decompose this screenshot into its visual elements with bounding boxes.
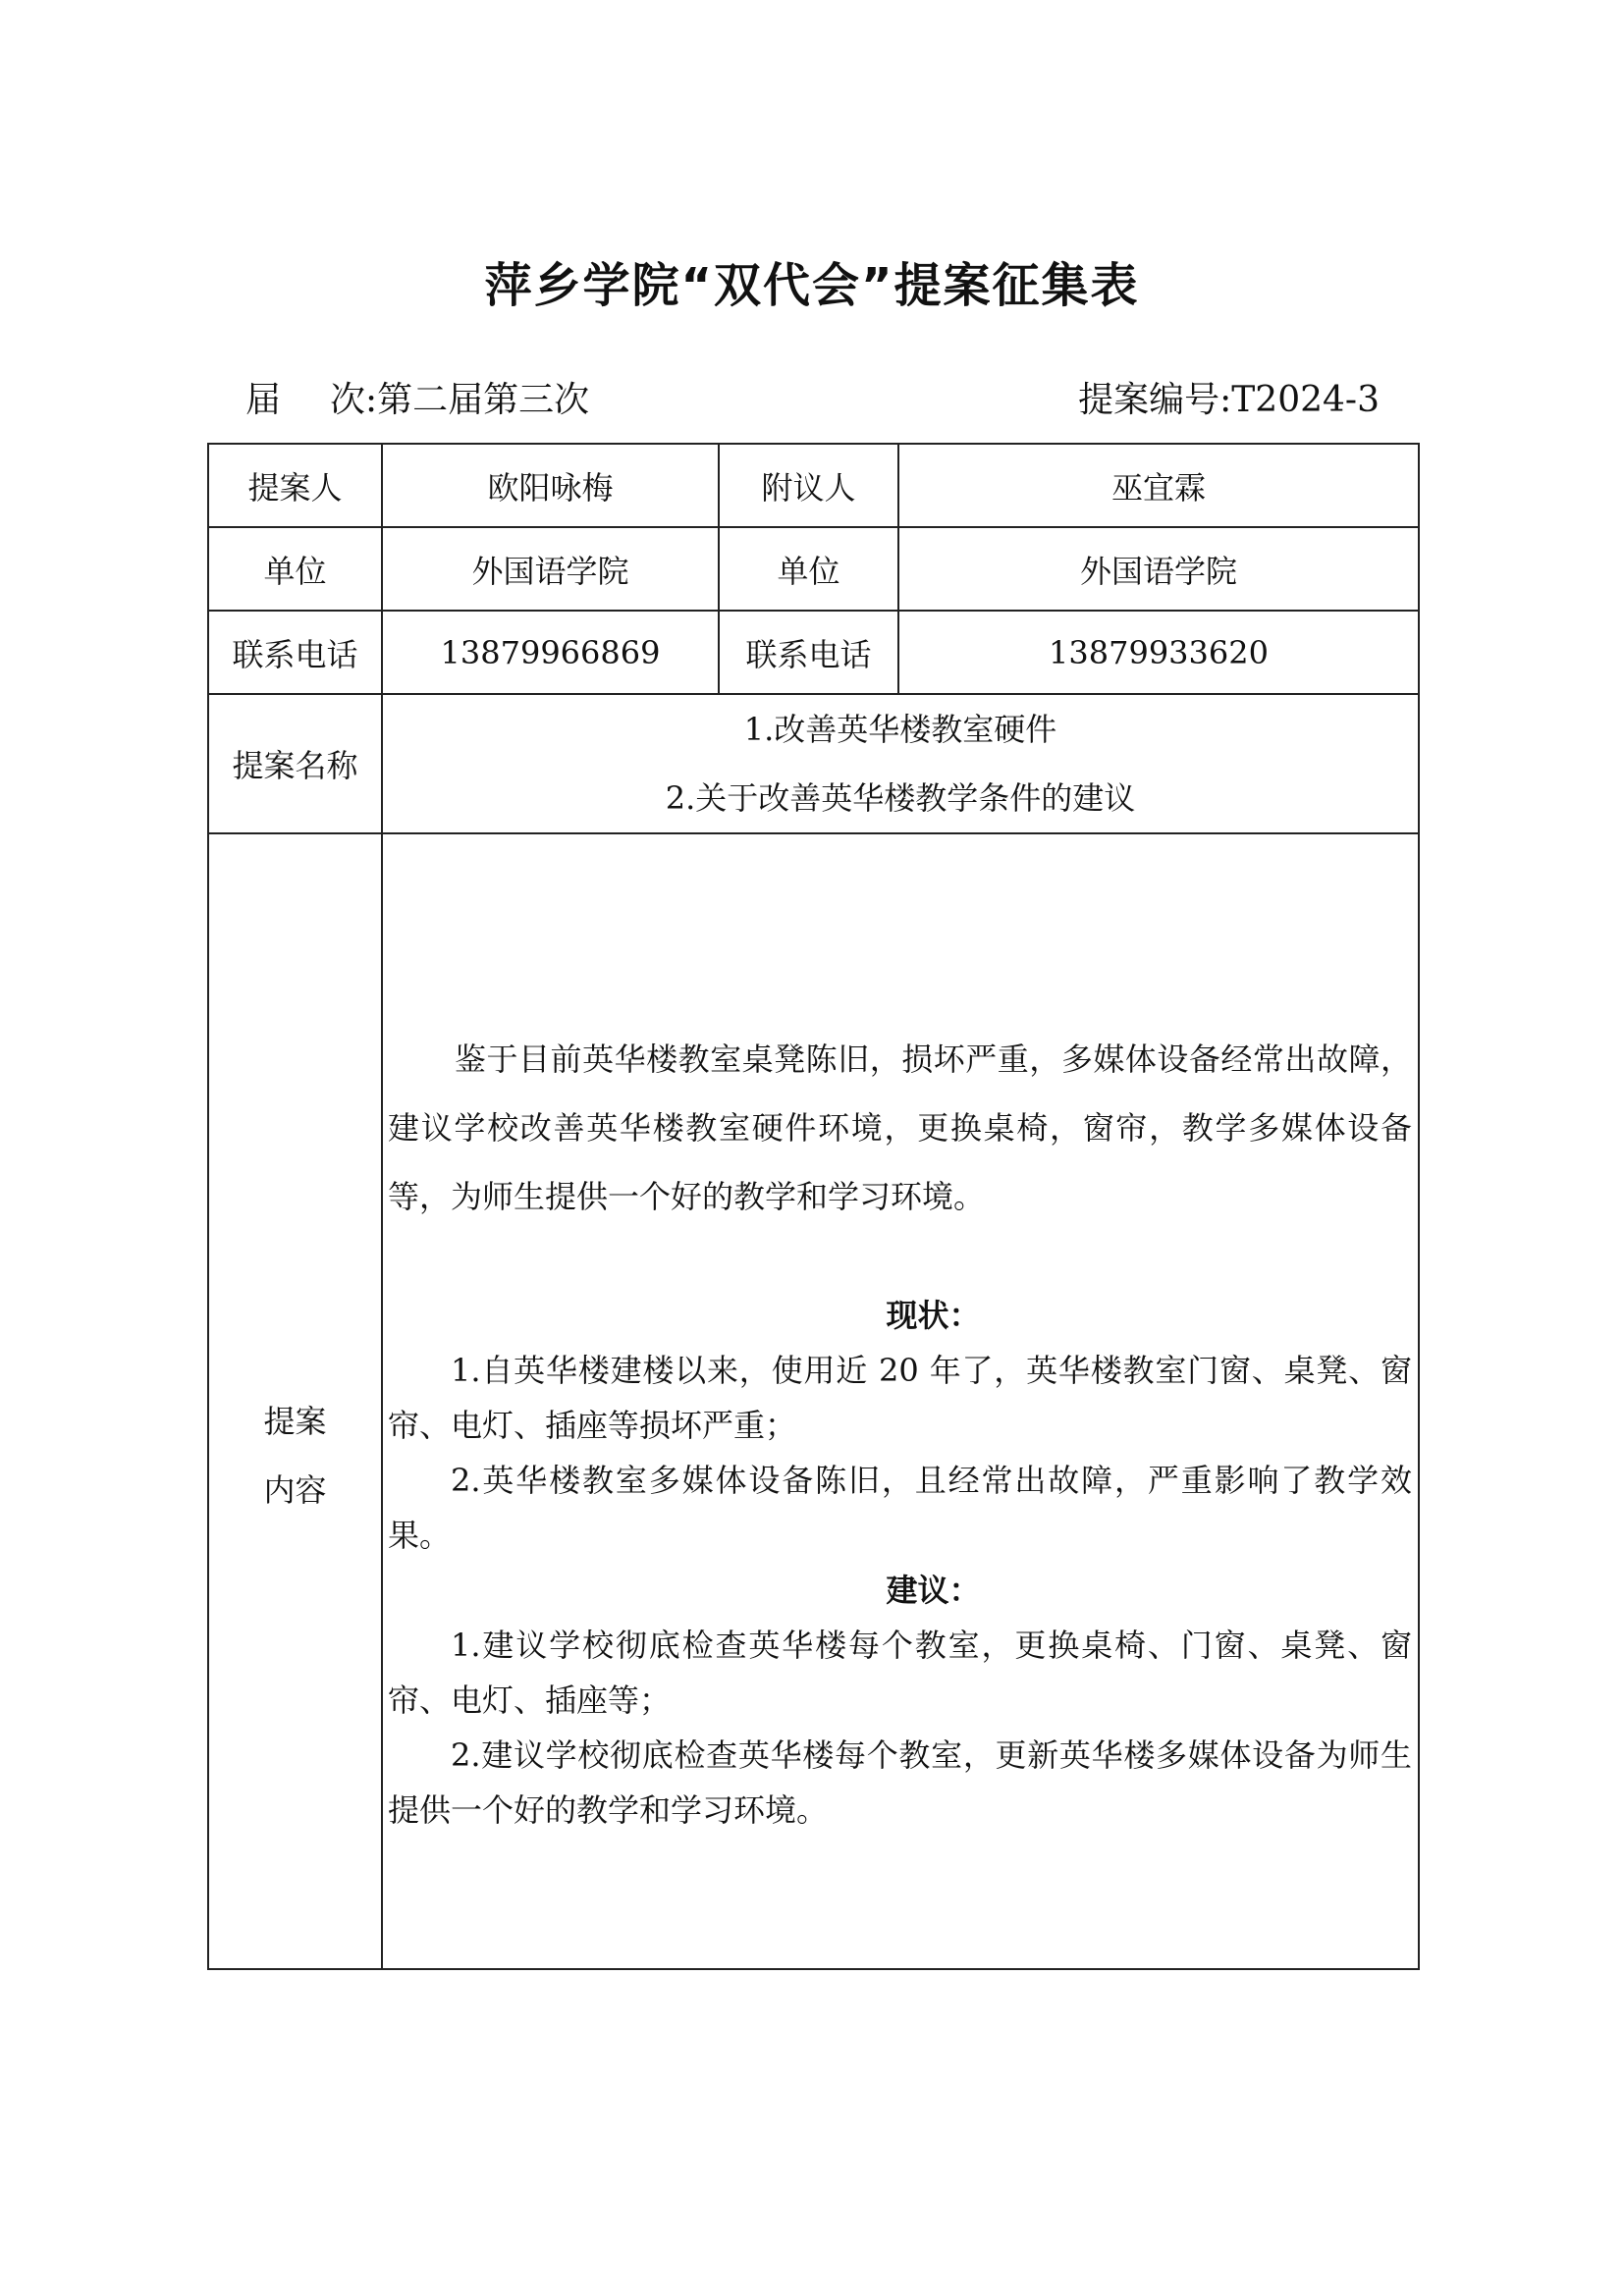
seconder-unit-label: 单位 <box>719 527 898 611</box>
table-row <box>208 611 1419 694</box>
suggestion-item: 1.建议学校彻底检查英华楼每个教室，更换桌椅、门窗、桌凳、窗帘、电灯、插座等； <box>388 1626 1412 1719</box>
proposer-value: 欧阳咏梅 <box>382 444 719 527</box>
seconder-label: 附议人 <box>719 444 898 527</box>
seconder-unit-value: 外国语学院 <box>898 527 1419 611</box>
phone-value: 13879966869 <box>382 611 719 694</box>
proposal-number <box>1078 376 1380 425</box>
table-row <box>208 694 1419 833</box>
proposal-number-label: 提案编号: <box>1078 380 1232 420</box>
seconder-phone-label: 联系电话 <box>719 611 898 694</box>
seconder-phone-value: 13879933620 <box>898 611 1419 694</box>
proposal-name-list <box>382 694 1419 833</box>
unit-label: 单位 <box>208 527 382 611</box>
suggestion-heading: 建议： <box>886 1571 981 1609</box>
proposal-name-item: 2.关于改善英华楼教学条件的建议 <box>665 779 1136 817</box>
session-value: 第二届第三次 <box>377 380 590 420</box>
status-item: 2.英华楼教室多媒体设备陈旧，且经常出故障，严重影响了教学效果。 <box>388 1461 1412 1554</box>
session-info <box>245 376 589 425</box>
status-item: 1.自英华楼建楼以来，使用近 20 年了，英华楼教室门窗、桌凳、窗帘、电灯、插座等损坏严重； <box>388 1351 1412 1444</box>
proposal-name-label: 提案名称 <box>208 694 382 833</box>
session-label-a: 届 <box>245 380 282 420</box>
phone-label: 联系电话 <box>208 611 382 694</box>
proposal-name-item: 1.改善英华楼教室硬件 <box>743 711 1057 748</box>
intro-paragraph: 鉴于目前英华楼教室桌凳陈旧，损坏严重，多媒体设备经常出故障，建议学校改善英华楼教室硬件环境，更换桌椅，窗帘，教学多媒体设备等，为师生提供一个好的教学和学习环境。 <box>388 1040 1412 1215</box>
proposal-content-label <box>208 833 382 1969</box>
content-label-line: 提案 <box>263 1402 327 1440</box>
table-row <box>208 527 1419 611</box>
unit-value: 外国语学院 <box>382 527 719 611</box>
seconder-value: 巫宜霖 <box>898 444 1419 527</box>
proposal-number-value: T2024-3 <box>1231 380 1380 420</box>
proposal-form-table <box>207 443 1420 1970</box>
session-label-b: 次: <box>330 380 378 420</box>
table-row <box>208 833 1419 1969</box>
proposal-content <box>382 833 1419 1969</box>
content-label-line: 内容 <box>263 1470 327 1509</box>
proposer-label: 提案人 <box>208 444 382 527</box>
suggestion-item: 2.建议学校彻底检查英华楼每个教室，更新英华楼多媒体设备为师生提供一个好的教学和学习环境。 <box>388 1735 1412 1829</box>
table-row <box>208 444 1419 527</box>
page-title: 萍乡学院“双代会”提案征集表 <box>484 258 1140 313</box>
status-heading: 现状： <box>886 1296 981 1334</box>
